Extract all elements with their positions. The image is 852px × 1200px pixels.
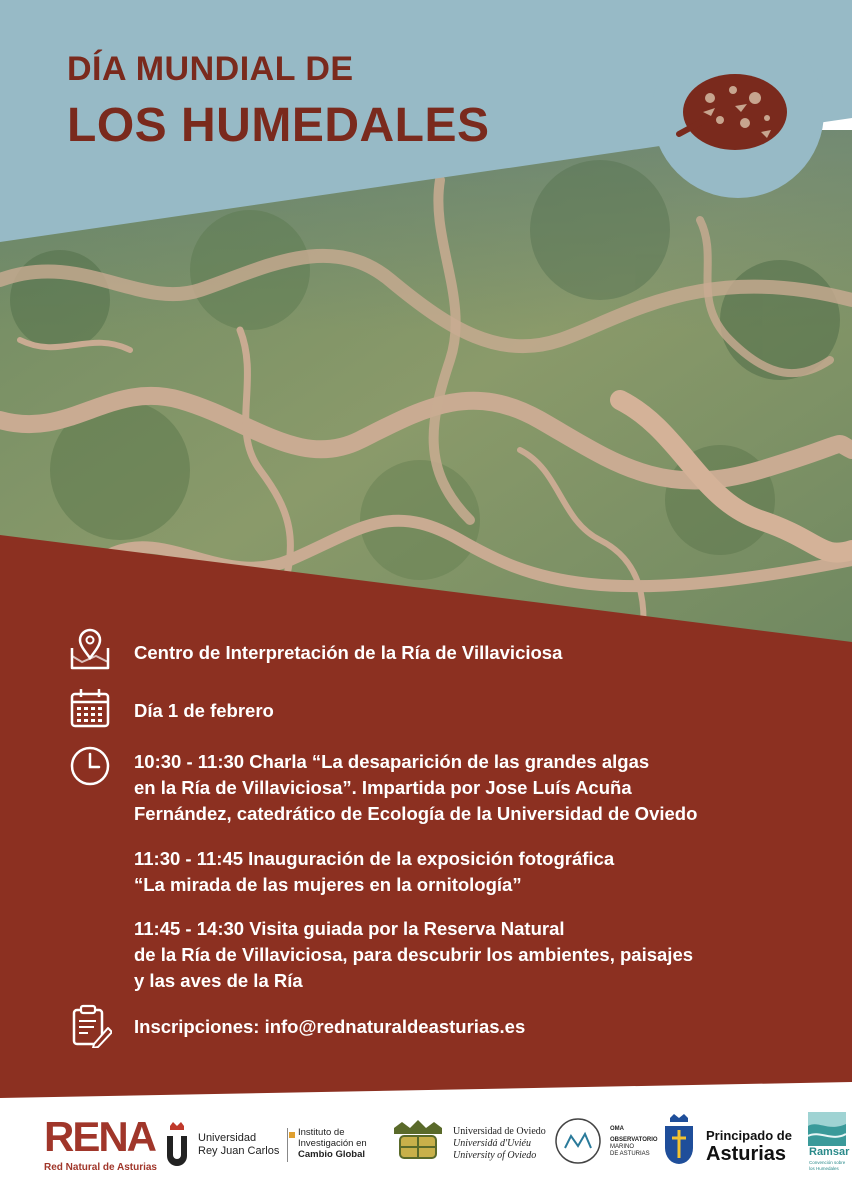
oma-logo-line-2: OBSERVATORIO	[610, 1137, 658, 1143]
ramsar-wave-icon	[808, 1112, 846, 1146]
ramsar-logo-line-2: Convención sobre	[809, 1160, 846, 1165]
ramsar-logo-line-1: Ramsar	[809, 1146, 850, 1158]
urjc-crown-u-icon	[162, 1120, 192, 1170]
clipboard-icon	[68, 1004, 112, 1048]
clock-icon	[68, 744, 112, 788]
urjc-logo-line-2: Rey Juan Carlos	[198, 1145, 280, 1157]
calendar-icon	[68, 686, 112, 730]
rena-logo-mark: RENA	[44, 1113, 156, 1160]
location-text: Centro de Interpretación de la Ría de Villaviciosa	[134, 642, 563, 663]
asturias-logo-line-1: Principado de	[706, 1128, 792, 1143]
oma-logo-icon	[553, 1116, 603, 1166]
asturias-shield-icon	[662, 1112, 696, 1168]
schedule-line: 11:45 - 14:30 Visita guiada por la Reserva Natural	[134, 918, 565, 939]
title-line-1: DÍA MUNDIAL DE	[67, 50, 354, 88]
oma-logo-line-1: OMA	[610, 1126, 624, 1132]
oma-logo-line-3: MARINO	[610, 1144, 634, 1150]
rena-logo-caption: Red Natural de Asturias	[44, 1162, 157, 1173]
logo-divider	[287, 1128, 288, 1162]
uniovi-crest-icon	[390, 1118, 446, 1162]
oma-logo-line-4: DE ASTURIAS	[610, 1151, 650, 1157]
iicg-logo-line-2: Investigación en	[298, 1138, 367, 1149]
schedule-item-3	[134, 916, 693, 994]
iicg-logo-line-1: Instituto de	[298, 1127, 345, 1138]
iicg-mark-icon	[289, 1132, 295, 1138]
schedule-line: de la Ría de Villaviciosa, para descubrir los ambientes, paisajes	[134, 944, 694, 965]
date-text: Día 1 de febrero	[134, 700, 274, 721]
asturias-logo-line-2: Asturias	[706, 1143, 787, 1165]
schedule-line: Fernández, catedrático de Ecología de la Universidad de Oviedo	[134, 803, 698, 824]
schedule-item-2	[134, 846, 614, 898]
schedule-item-1	[134, 749, 697, 827]
sponsor-logos	[0, 1100, 852, 1200]
ramsar-logo-line-3: los Humedales	[809, 1166, 839, 1171]
urjc-logo-line-1: Universidad	[198, 1132, 257, 1144]
title-line-2: LOS HUMEDALES	[67, 99, 490, 152]
uniovi-logo-line-1: Universidad de Oviedo	[453, 1126, 546, 1137]
iicg-logo-line-3: Cambio Global	[298, 1149, 366, 1160]
schedule-line: en la Ría de Villaviciosa”. Impartida por Jose Luís Acuña	[134, 777, 632, 798]
schedule-line: “La mirada de las mujeres en la ornitología”	[134, 874, 522, 895]
wetland-emblem-icon	[675, 68, 791, 160]
schedule-line: 10:30 - 11:30 Charla “La desaparición de las grandes algas	[134, 751, 650, 772]
map-pin-icon	[68, 628, 112, 672]
registration-text: Inscripciones: info@rednaturaldeasturias.es	[134, 1016, 526, 1037]
schedule-line: 11:30 - 11:45 Inauguración de la exposición fotográfica	[134, 848, 615, 869]
uniovi-logo-line-3: University of Oviedo	[453, 1150, 537, 1161]
schedule-line: y las aves de la Ría	[134, 970, 303, 991]
uniovi-logo-line-2: Universidá d'Uviéu	[453, 1138, 531, 1149]
